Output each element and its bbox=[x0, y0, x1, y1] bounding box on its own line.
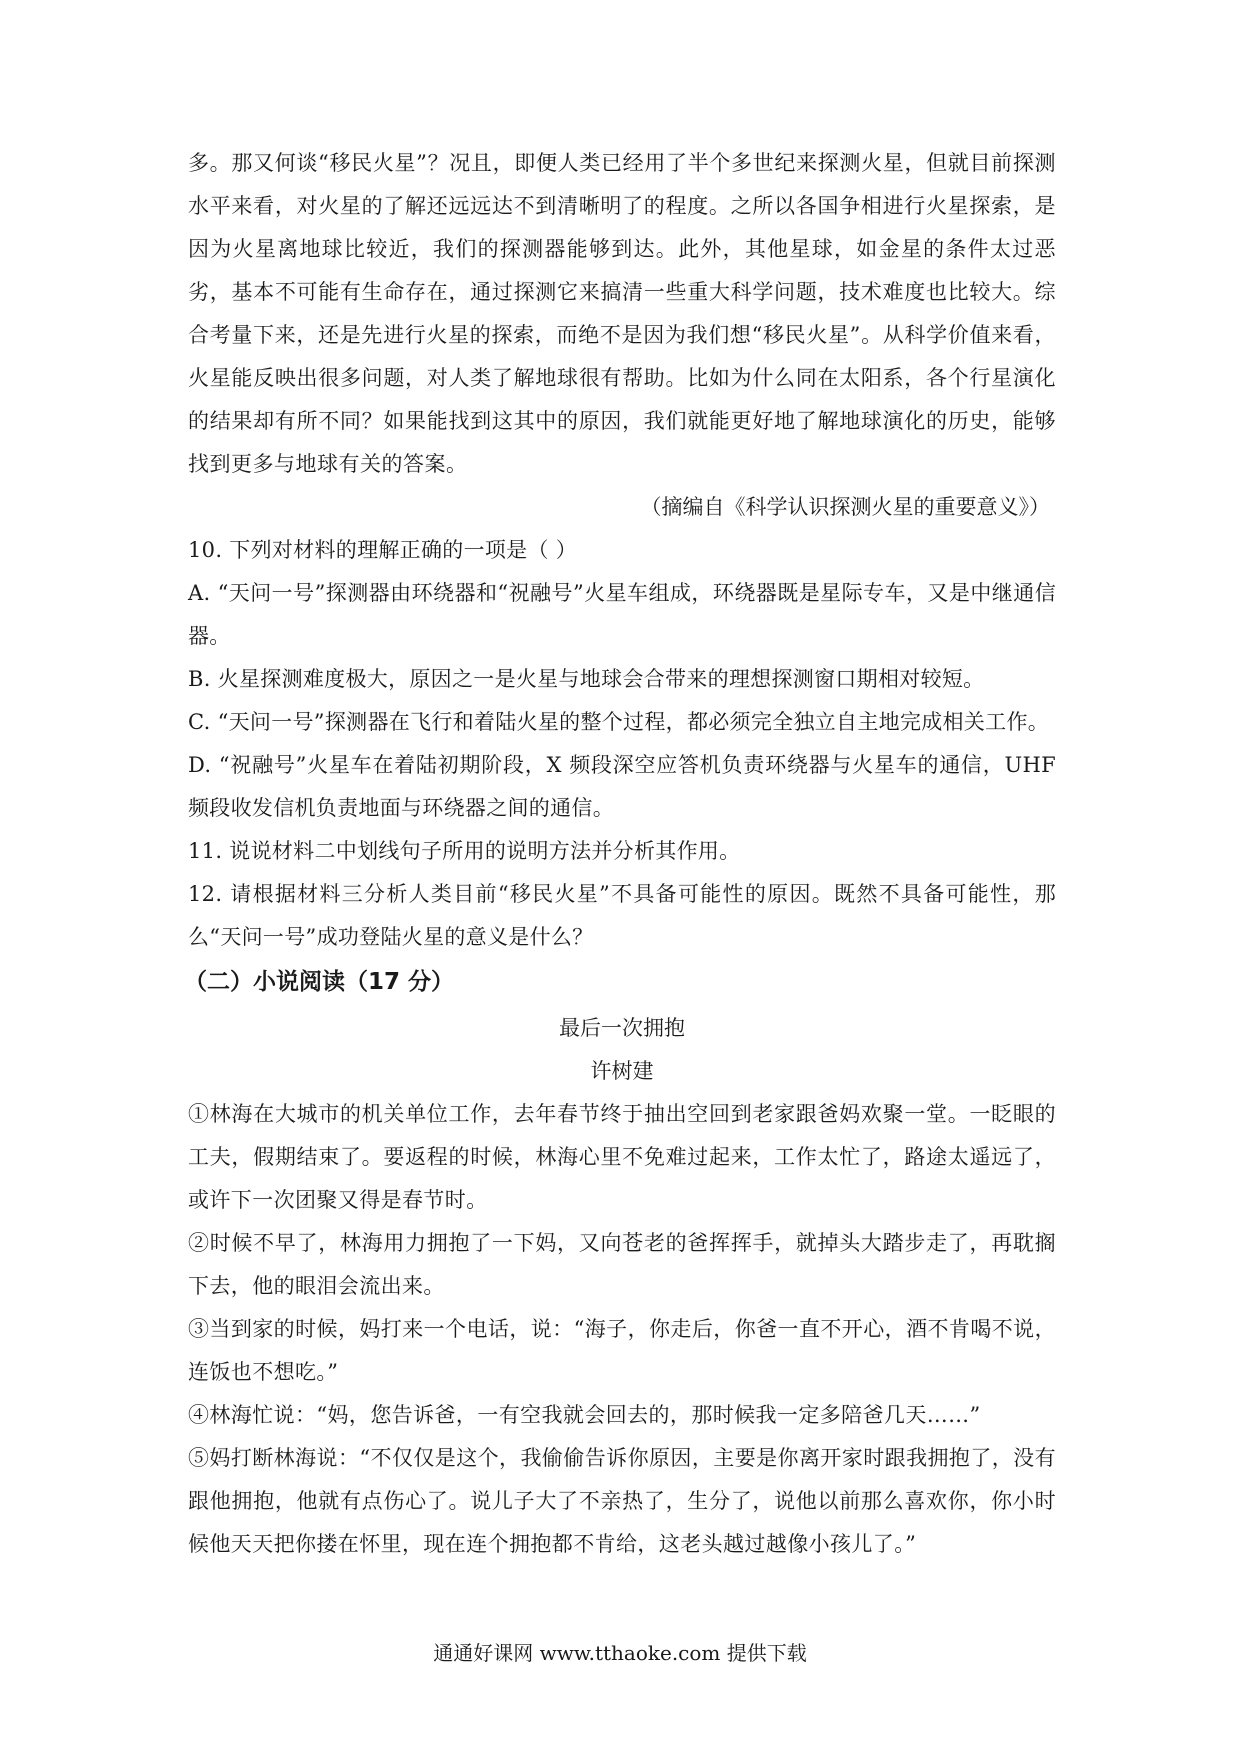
material-three-paragraph: 多。那又何谈“移民火星”？况且，即便人类已经用了半个多世纪来探测火星，但就目前探测水平来看，对火星的了解还远远达不到清晰明了的程度。之所以各国争相进行火星探索，是因为火星离地球比较近，我们的探测器能够到达。此外，其他星球，如金星的条件太过恶劣，基本不可能有生命存在，通过探测它来搞清一些重大科学问题，技术难度也比较大。综合考量下来，还是先进行火星的探索，而绝不是因为我们想“移民火星”。从科学价值来看，火星能反映出很多问题，对人类了解地球很有帮助。比如为什么同在太阳系，各个行星演化的结果却有所不同？如果能找到这其中的原因，我们就能更好地了解地球演化的历史，能够找到更多与地球有关的答案。 bbox=[188, 151, 1056, 476]
page-content bbox=[184, 142, 1056, 1566]
section-heading-novel: （二）小说阅读（17 分） bbox=[184, 969, 455, 995]
question-11: 11. 说说材料二中划线句子所用的说明方法并分析其作用。 bbox=[188, 839, 741, 863]
page-footer: 通通好课网 www.tthaoke.com 提供下载 bbox=[433, 1641, 807, 1665]
story-author: 许树建 bbox=[590, 1059, 654, 1083]
question-10-option-a: A. “天问一号”探测器由环绕器和“祝融号”火星车组成，环绕器既是星际专车，又是中继通信器。 bbox=[188, 581, 1056, 648]
question-12: 12. 请根据材料三分析人类目前“移民火星”不具备可能性的原因。既然不具备可能性，那么“天问一号”成功登陆火星的意义是什么？ bbox=[188, 882, 1056, 949]
question-10-option-c: C. “天问一号”探测器在飞行和着陆火星的整个过程，都必须完全独立自主地完成相关工作。 bbox=[188, 710, 1050, 734]
question-10-stem: 10. 下列对材料的理解正确的一项是（ ） bbox=[188, 538, 578, 562]
story-title: 最后一次拥抱 bbox=[559, 1016, 685, 1040]
story-paragraph-2: ②时候不早了，林海用力拥抱了一下妈，又向苍老的爸挥挥手，就掉头大踏步走了，再耽搁下去，他的眼泪会流出来。 bbox=[188, 1231, 1056, 1298]
material-source: （摘编自《科学认识探测火星的重要意义》） bbox=[640, 495, 1050, 519]
question-10-option-b: B. 火星探测难度极大，原因之一是火星与地球会合带来的理想探测窗口期相对较短。 bbox=[188, 667, 985, 691]
story-paragraph-4: ④林海忙说：“妈，您告诉爸，一有空我就会回去的，那时候我一定多陪爸几天……” bbox=[188, 1403, 981, 1427]
story-paragraph-3: ③当到家的时候，妈打来一个电话，说：“海子，你走后，你爸一直不开心，酒不肯喝不说，连饭也不想吃。” bbox=[188, 1317, 1056, 1384]
story-paragraph-1: ①林海在大城市的机关单位工作，去年春节终于抽出空回到老家跟爸妈欢聚一堂。一眨眼的工夫，假期结束了。要返程的时候，林海心里不免难过起来，工作太忙了，路途太遥远了，或许下一次团聚又得是春节时。 bbox=[188, 1102, 1056, 1212]
story-paragraph-5: ⑤妈打断林海说：“不仅仅是这个，我偷偷告诉你原因，主要是你离开家时跟我拥抱了，没有跟他拥抱，他就有点伤心了。说儿子大了不亲热了，生分了，说他以前那么喜欢你，你小时候他天天把你搂在怀里，现在连个拥抱都不肯给，这老头越过越像小孩儿了。” bbox=[188, 1446, 1056, 1556]
question-10-option-d: D. “祝融号”火星车在着陆初期阶段，X 频段深空应答机负责环绕器与火星车的通信，UHF 频段收发信机负责地面与环绕器之间的通信。 bbox=[188, 753, 1056, 820]
